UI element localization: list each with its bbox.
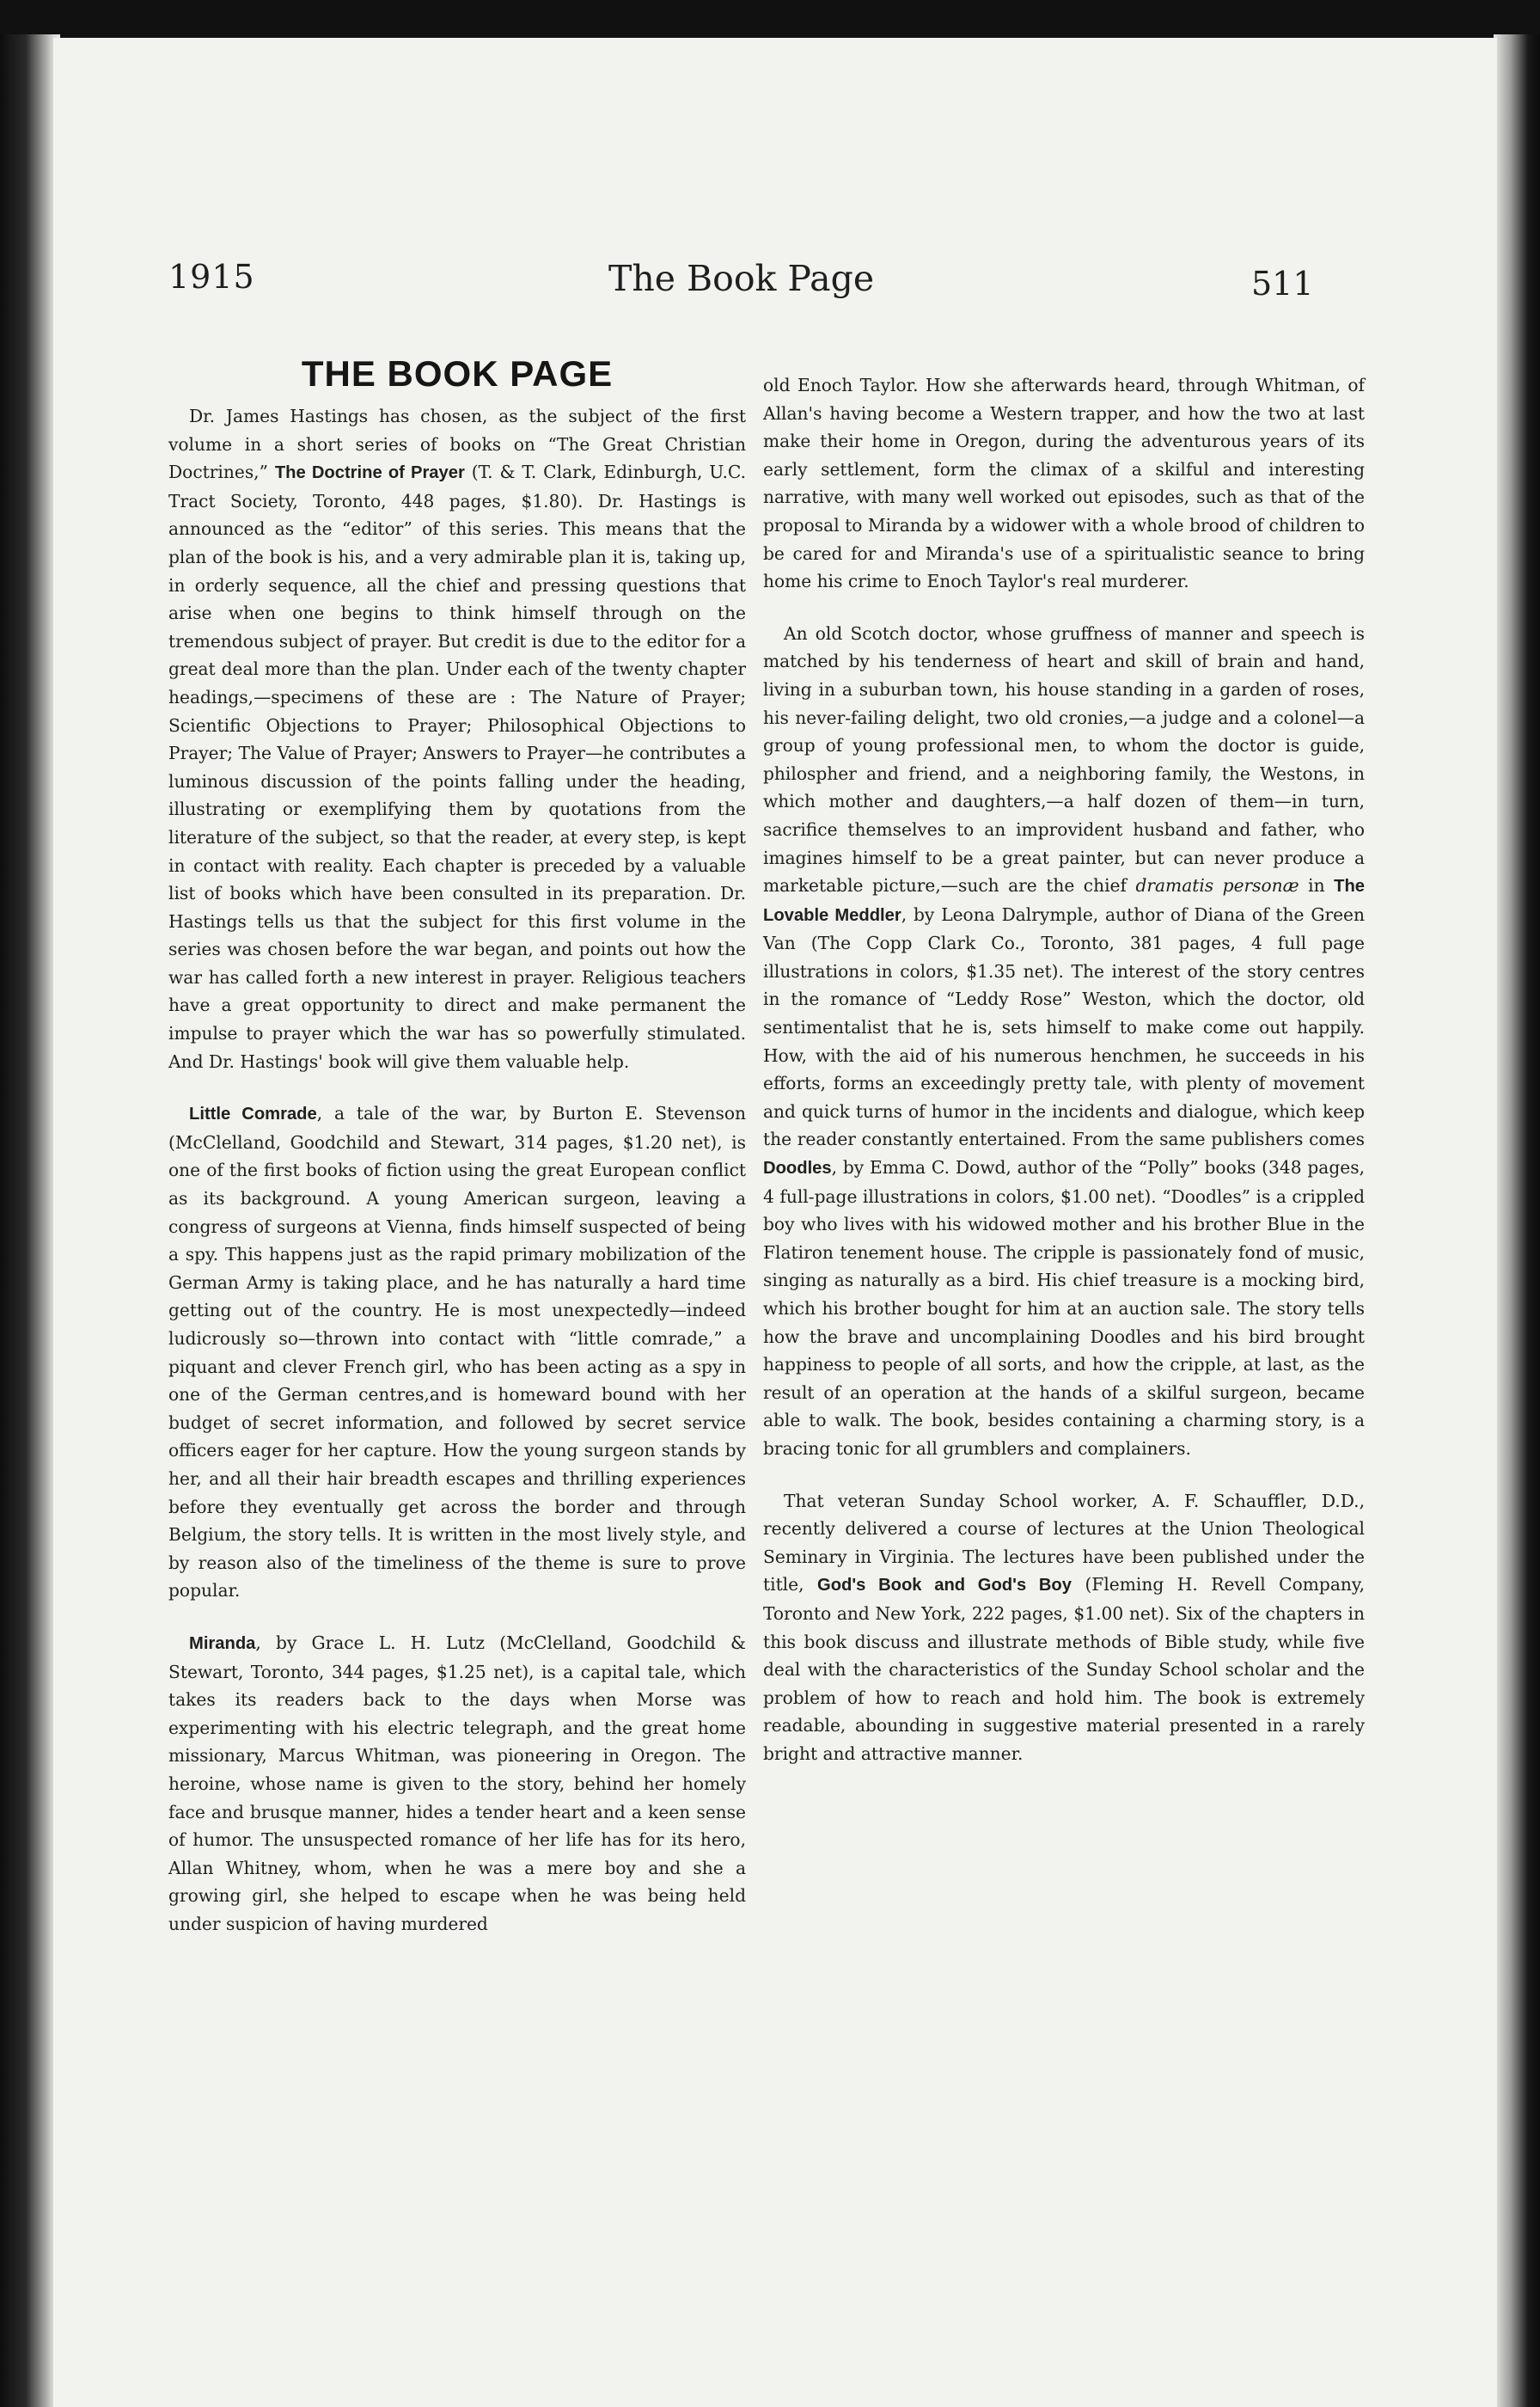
paragraph-text: (T. & T. Clark, Edinburgh, U.C. Tract Society, Toronto, 448 pages, $1.80). Dr. Hastings is announced as the “editor” of this series. This means that the plan of the book is his, and a very admirable plan it is, taking up, in orderly sequence, all the chief and pressing questions that arise when one begins to think himself through on the tremendous subject of prayer. But credit is due to the editor for a great deal more than the plan. Under each of the twenty chapter headings,—specimens of these are : The Nature of Prayer; Scientific Objections to Prayer; Philosophical Objections to Prayer; The Value of Prayer; Answers to Prayer—he contributes a luminous discussion of the points falling under the heading, illustrating or exemplifying them by quotations from the literature of the subject, so that the reader, at every step, is kept in contact with reality. Each chapter is preceded by a valuable list of books which have been consulted in its preparation. Dr. Hastings tells us that the subject for this first volume in the series was chosen before the war began, and points out how the war has called forth a new interest in prayer. Religious teachers have a great opportunity to direct and make permanent the impulse to prayer which the war has so powerfully stimulated. And Dr. Hastings' book will give them valuable help. [168, 462, 747, 1072]
paragraph-text: , by Leona Dalrymple, author of Diana of the Green Van (The Copp Clark Co., Toronto, 381 pages, 4 full page illustrations in colors, $1.35 net). The interest of the story centres in the romance of “Leddy Rose” Weston, which the doctor, old sentimentalist that he is, sets himself to make come out happily. How, with the aid of his numerous henchmen, he succeeds in his efforts, forms an exceedingly pretty tale, with plenty of movement and quick turns of humor in the incidents and dialogue, which keep the reader constantly entertained. From the same publishers comes [763, 903, 1365, 1150]
paragraph-text: , a tale of the war, by Burton E. Stevenson (McClelland, Goodchild and Stewart, 314 pages, $1.20 net), is one of the first books of fiction using the great European conflict as its background. A young American surgeon, leaving a congress of surgeons at Vienna, finds himself suspected of being a spy. This happens just as the rapid primary mobilization of the German Army is taking place, and he has naturally a hard time getting out of the country. He is most unexpectedly—indeed ludicrously so—thrown into contact with “little comrade,” a piquant and clever French girl, who has been acting as a spy in one of the German centres,and is homeward bound with her budget of secret information, and followed by secret service officers eager for her capture. How the young surgeon stands by her, and all their hair breadth escapes and thrilling experiences before they eventually get across the border and through Belgium, the story tells. It is written in the most lively style, and by reason also of the timeliness of the theme is sure to prove popular. [168, 1103, 746, 1602]
header-year: 1915 [168, 258, 255, 296]
header-running-title: The Book Page [608, 258, 875, 299]
paragraph-text: in [1299, 875, 1335, 897]
paragraph-text: , by Grace L. H. Lutz (McClelland, Goodchild & Stewart, Toronto, 344 pages, $1.25 net), is a capital tale, which takes its readers back to the days when Morse was experimenting with his electric telegraph, and the great home missionary, Marcus Whitman, was pioneering in Oregon. The heroine, whose name is given to the story, behind her homely face and brusque manner, hides a tender heart and a keen sense of humor. The unsuspected romance of her life has for its hero, Allan Whitney, whom, when he was a mere boy and she a growing girl, she helped to escape when he was being held under suspicion of having murdered [168, 1632, 746, 1934]
paragraph-text: An old Scotch doctor, whose gruffness of manner and speech is matched by his tenderness of heart and skill of brain and hand, living in a suburban town, his house standing in a garden of roses, his never-failing delight, two old cronies,—a judge and a colonel—a group of young professional men, to whom the doctor is guide, philospher and friend, and a neighboring family, the Westons, in which mother and daughters,—a half dozen of them—in turn, sacrifice themselves to an improvident husband and father, who imagines himself to be a great painter, but can never produce a marketable picture,—such are the chief [763, 622, 1365, 897]
book-spine-shadow [0, 34, 60, 2407]
book-title: God's Book and God's Boy [817, 1576, 1072, 1595]
paragraph-text: old Enoch Taylor. How she afterwards heard, through Whitman, of Allan's having become a Western trapper, and how the two at last make their home in Oregon, during the adventurous years of its early settlement, form the climax of a skilful and interesting narrative, with many well worked out episodes, such as that of the proposal to Miranda by a widower with a whole brood of children to be cared for and Miranda's use of a spiritualistic seance to bring home his crime to Enoch Taylor's real murderer. [763, 375, 1365, 592]
book-title: The Lovable Meddler [763, 877, 1365, 925]
scan-top-border [0, 0, 1540, 41]
section-title: THE BOOK PAGE [301, 353, 614, 394]
review-paragraph [763, 371, 1365, 596]
review-paragraph [168, 1099, 746, 1605]
left-column [168, 352, 746, 1962]
review-paragraph [763, 1487, 1365, 1768]
italic-text: dramatis personæ [1135, 875, 1299, 897]
review-paragraph [168, 1629, 746, 1938]
book-page [53, 38, 1497, 2407]
running-header [53, 258, 1497, 318]
book-title: Little Comrade [189, 1105, 317, 1124]
book-title: Miranda [189, 1633, 256, 1653]
book-title: The Doctrine of Prayer [274, 463, 465, 483]
review-paragraph [763, 620, 1365, 1463]
right-column [763, 371, 1365, 1792]
book-title: Doodles [763, 1159, 832, 1179]
paragraph-text: That veteran Sunday School worker, A. F. Schauffler, D.D., recently delivered a course of lectures at the Union Theological Seminary in Virginia. The lectures have been published under the title, [763, 1490, 1365, 1595]
review-paragraph [168, 402, 746, 1075]
paragraph-text: (Fleming H. Revell Company, Toronto and New York, 222 pages, $1.00 net). Six of the chapters in this book discuss and illustrate methods of Bible study, while five deal with the characteristics of the Sunday School scholar and the problem of how to reach and hold him. The book is extremely readable, abounding in suggestive material presented in a rarely bright and attractive manner. [763, 1574, 1366, 1764]
page-edge-shadow [1494, 34, 1540, 2407]
paragraph-text: Dr. James Hastings has chosen, as the subject of the first volume in a short series of books on “The Great Christian Doctrines,” [168, 406, 746, 483]
paragraph-text: , by Emma C. Dowd, author of the “Polly” books (348 pages, 4 full-page illustrations in colors, $1.00 net). “Doodles” is a crippled boy who lives with his widowed mother and his brother Blue in the Flatiron tenement house. The cripple is passionately fond of music, singing as naturally as a bird. His chief treasure is a mocking bird, which his brother bought for him at an auction sale. The story tells how the brave and uncomplaining Doodles and his bird brought happiness to people of all sorts, and how the cripple, at last, as the result of an operation at the hands of a skilful surgeon, became able to walk. The book, besides containing a charming story, is a bracing tonic for all grumblers and complainers. [763, 1157, 1365, 1459]
header-page-number: 511 [1251, 265, 1314, 303]
